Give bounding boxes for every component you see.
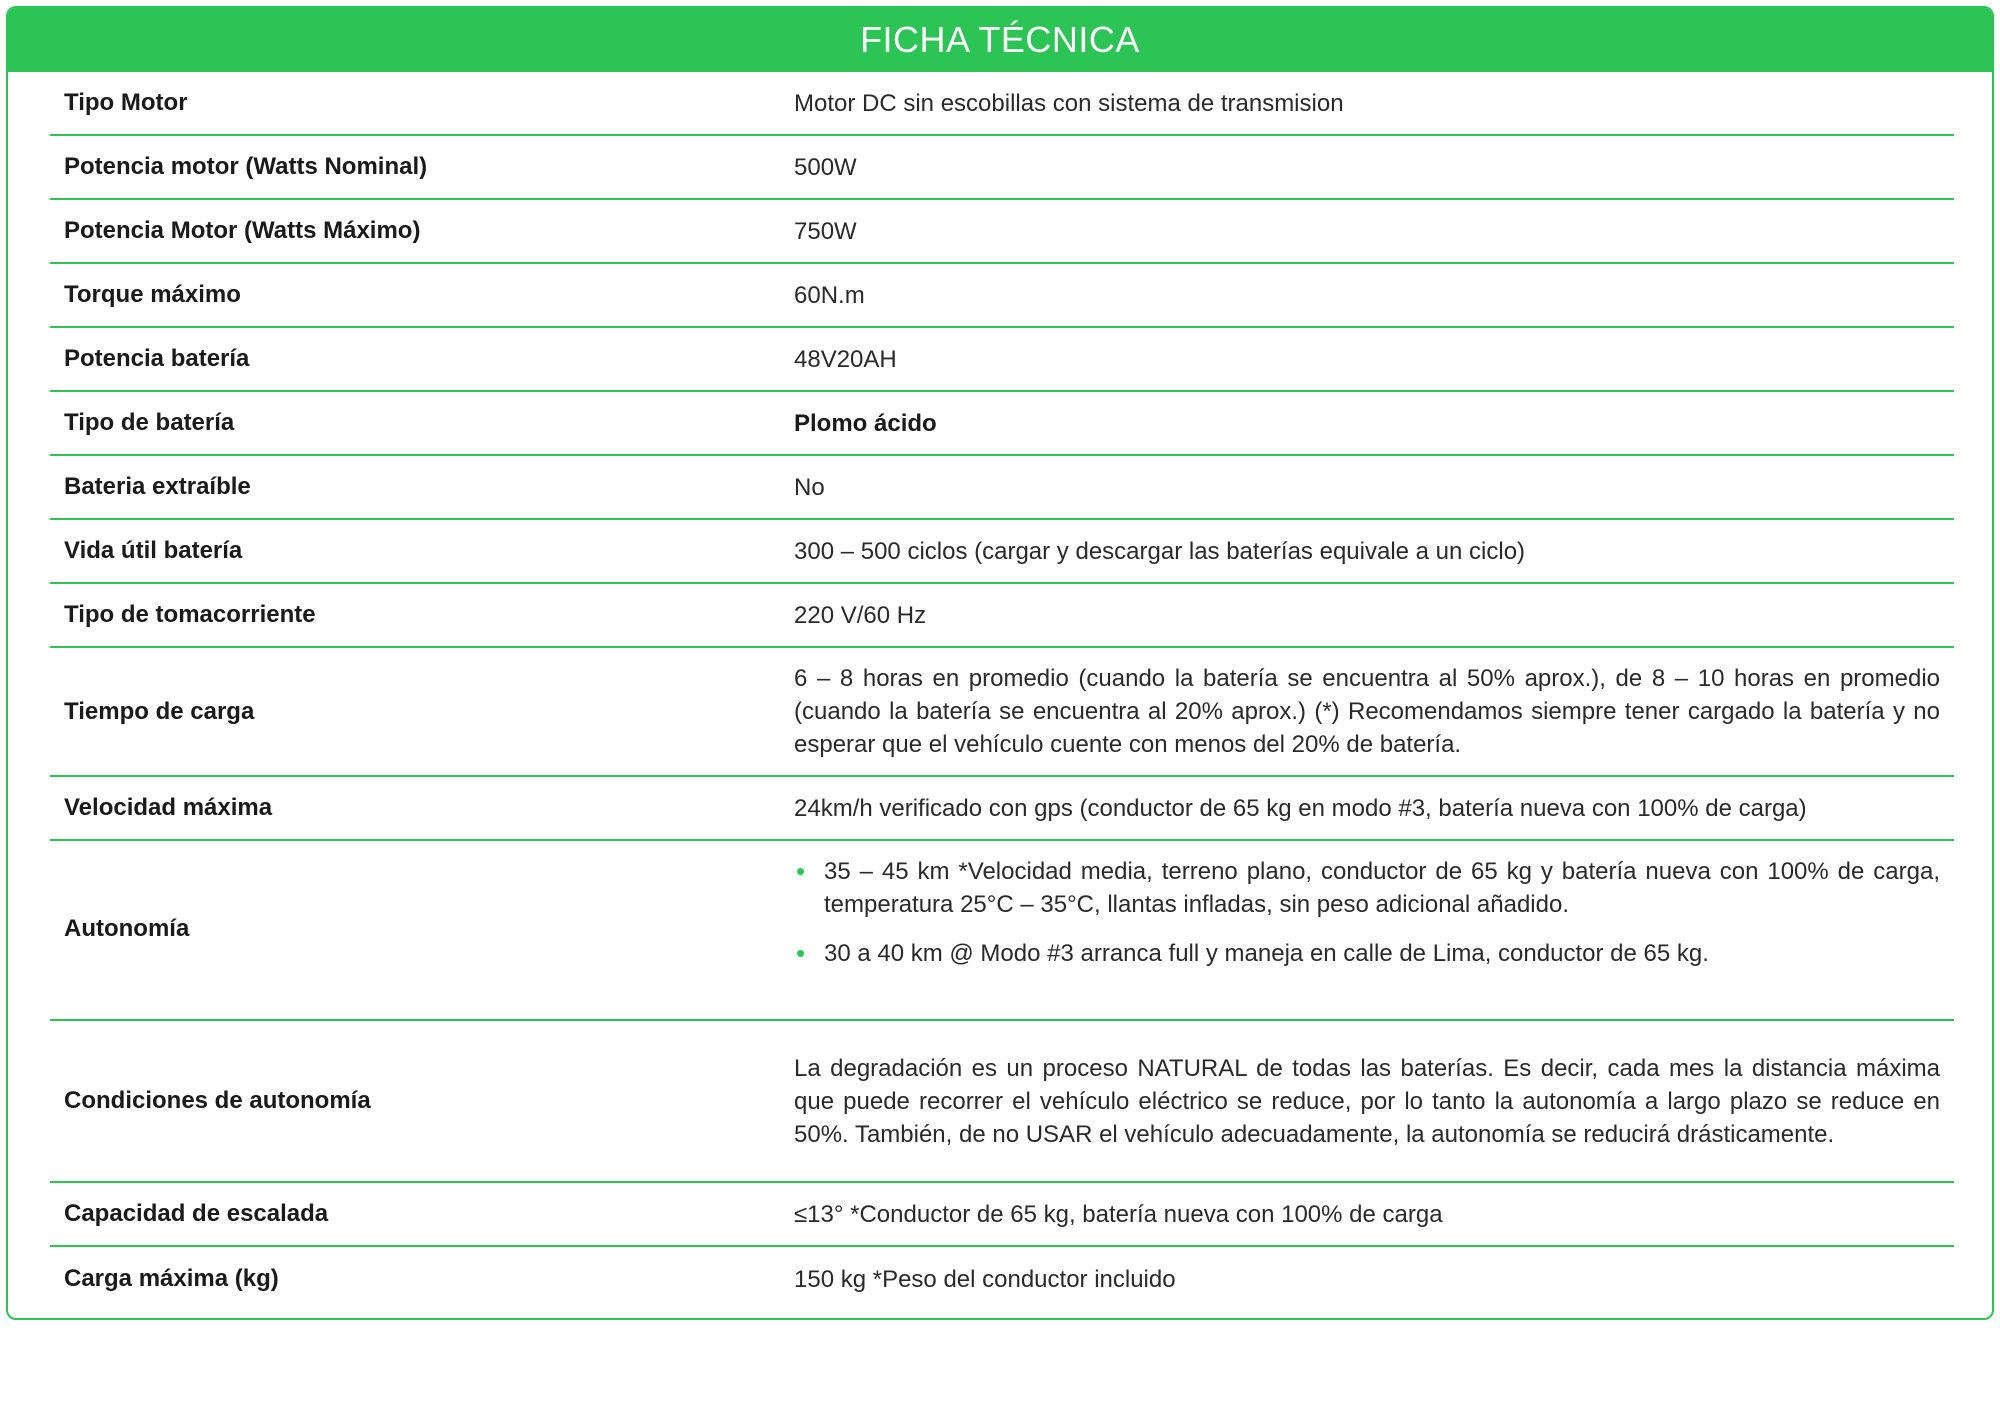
row-label: Tipo de batería <box>64 409 235 436</box>
row-value: Plomo ácido <box>794 409 937 437</box>
table-row <box>50 200 1954 264</box>
row-label: Velocidad máxima <box>64 794 273 821</box>
row-value <box>794 841 1954 970</box>
row-label: Potencia Motor (Watts Máximo) <box>64 217 421 244</box>
table-row <box>50 648 1954 777</box>
table-row <box>50 1183 1954 1247</box>
row-value: 220 V/60 Hz <box>794 601 927 629</box>
row-value: 750W <box>794 217 857 245</box>
row-value: 60N.m <box>794 281 865 309</box>
bullet-icon: • <box>796 856 806 886</box>
table-row <box>50 136 1954 200</box>
row-label: Potencia motor (Watts Nominal) <box>64 153 428 180</box>
table-row <box>50 328 1954 392</box>
row-label: Capacidad de escalada <box>64 1200 329 1227</box>
row-label: Condiciones de autonomía <box>64 1087 371 1114</box>
table-row <box>50 1247 1954 1311</box>
table-row <box>50 520 1954 584</box>
table-row <box>50 72 1954 136</box>
row-value: Motor DC sin escobillas con sistema de transmision <box>794 89 1344 117</box>
bullet-icon: • <box>796 938 806 968</box>
row-label: Torque máximo <box>64 281 241 308</box>
row-value: 150 kg *Peso del conductor incluido <box>794 1265 1176 1293</box>
table-row <box>50 264 1954 328</box>
list-item <box>794 937 1940 970</box>
row-value: 48V20AH <box>794 345 897 373</box>
table-row <box>50 777 1954 841</box>
autonomy-list <box>794 855 1940 970</box>
table-row <box>50 841 1954 1021</box>
row-label: Autonomía <box>64 915 190 942</box>
row-value: La degradación es un proceso NATURAL de todas las baterías. Es decir, cada mes la distancia máxima que puede recorrer el vehículo eléctrico se reduce, por lo tanto la autonomía a largo plazo se reduce en 50%. También, de no USAR el vehículo adecuadamente, la autonomía se reducirá drásticamente. <box>794 1054 1940 1148</box>
row-value: No <box>794 473 825 501</box>
row-label: Potencia batería <box>64 345 250 372</box>
table-row <box>50 584 1954 648</box>
table-row <box>50 1021 1954 1183</box>
row-value: 6 – 8 horas en promedio (cuando la batería se encuentra al 50% aprox.), de 8 – 10 horas en promedio (cuando la batería se encuentra al 20% aprox.) (*) Recomendamos siempre tener cargado la batería y no esperar que el vehículo cuente con menos del 20% de batería. <box>794 665 1940 758</box>
list-item <box>794 855 1940 921</box>
row-value: 24km/h verificado con gps (conductor de 65 kg en modo #3, batería nueva con 100% de carga) <box>794 794 1807 822</box>
row-label: Tiempo de carga <box>64 697 255 725</box>
row-label: Tipo Motor <box>64 89 188 116</box>
row-value: 500W <box>794 153 857 181</box>
row-label: Bateria extraíble <box>64 473 251 500</box>
row-label: Carga máxima (kg) <box>64 1265 279 1292</box>
row-value: 300 – 500 ciclos (cargar y descargar las baterías equivale a un ciclo) <box>794 537 1526 565</box>
row-label: Vida útil batería <box>64 537 243 564</box>
spec-table <box>50 72 1954 1311</box>
table-row <box>50 456 1954 520</box>
list-item-text: 30 a 40 km @ Modo #3 arranca full y maneja en calle de Lima, conductor de 65 kg. <box>824 940 1709 967</box>
row-label: Tipo de tomacorriente <box>64 601 316 628</box>
table-row <box>50 392 1954 456</box>
row-value: ≤13° *Conductor de 65 kg, batería nueva con 100% de carga <box>794 1200 1443 1228</box>
spec-sheet-card <box>6 6 1994 1320</box>
list-item-text: 35 – 45 km *Velocidad media, terreno plano, conductor de 65 kg y batería nueva con 100% de carga, temperatura 25°C – 35°C, llantas infladas, sin peso adicional añadido. <box>824 858 1940 918</box>
card-title: FICHA TÉCNICA <box>8 8 1992 72</box>
